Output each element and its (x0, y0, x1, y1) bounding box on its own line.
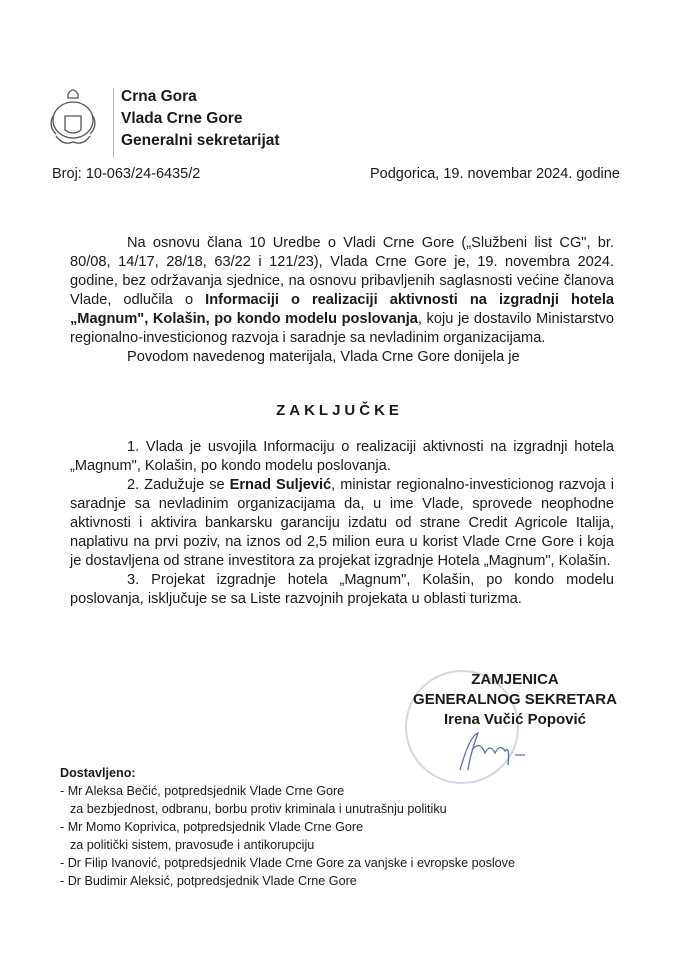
intro-text: Na osnovu člana 10 Uredbe o Vladi Crne Gore („Službeni list CG", br. 80/08, 14/17, 28/18, 63/22 i 121/23), Vlada Crne Gore je, 19. novembra 2024. godine, bez održavanja sjednice, na osnovu pribavljenih saglasnosti većine članova Vlade, odlučila o (70, 235, 614, 308)
conclusion-2 (70, 476, 614, 571)
conclusion-3: 3. Projekat izgradnje hotela „Magnum", Kolašin, po kondo modelu poslovanja, isključuje se sa Liste razvojnih projekata u oblasti turizma. (70, 572, 614, 607)
conclusion-1: 1. Vlada je usvojila Informaciju o realizaciji aktivnosti na izgradnji hotela „Magnum", Kolašin, po kondo modelu poslovanja. (70, 439, 614, 474)
header-government: Vlada Crne Gore (121, 110, 243, 127)
intro-paragraph (70, 234, 614, 348)
distribution-heading: Dostavljeno: (60, 766, 136, 780)
list-item: - Mr Aleksa Bečić, potpredsjednik Vlade Crne Gore (60, 784, 345, 798)
document-number: Broj: 10-063/24-6435/2 (52, 166, 201, 182)
conclusion-2-text-end: , ministar regionalno-investicionog razvoja i saradnje sa nevladinim organizacijama da, u ime Vlade, sprovede neophodne aktivnosti i aktivira bankarsku garanciju izdatu od strane Credit Agricole Italija, naplativu na prvi poziv, na iznos od 2,5 milion eura u korist Vlade Crne Gore i koja je dostavljena od strane investitora za projekat izgradnje Hotela „Magnum", Kolašin. (70, 477, 614, 569)
intro (70, 234, 614, 367)
list-item: - Dr Filip Ivanović, potpredsjednik Vlade Crne Gore za vanjske i evropske poslove (60, 856, 515, 870)
minister-name: Ernad Suljević (229, 477, 332, 493)
header-country: Crna Gora (121, 88, 197, 105)
list-item: za bezbjednost, odbranu, borbu protiv kriminala i unutrašnju politiku (70, 802, 447, 816)
signatory-name: Irena Vučić Popović (444, 711, 586, 728)
header-divider (113, 88, 114, 158)
list-item: - Mr Momo Koprivica, potpredsjednik Vlade Crne Gore (60, 820, 364, 834)
distribution-list (60, 764, 515, 890)
conclusions (70, 438, 614, 609)
signature-title-2: GENERALNOG SEKRETARA (413, 691, 617, 708)
conclusion-2-text: 2. Zadužuje se (127, 477, 230, 493)
intro-subject: Informaciji o realizaciji aktivnosti na izgradnji hotela „Magnum", Kolašin, po kondo modelu poslovanja (70, 292, 614, 327)
signature-block (390, 670, 640, 730)
coat-of-arms-icon (48, 86, 98, 154)
list-item: - Dr Budimir Aleksić, potpredsjednik Vlade Crne Gore (60, 874, 357, 888)
section-title: ZAKLJUČKE (276, 402, 403, 419)
intro-text-end: , koju je dostavilo Ministarstvo regionalno-investicionog razvoja i saradnje sa nevladinim organizacijama. (70, 311, 614, 346)
signature-title: ZAMJENICA (471, 671, 559, 688)
header-department: Generalni sekretarijat (121, 132, 280, 149)
intro-paragraph-2: Povodom navedenog materijala, Vlada Crne Gore donijela je (127, 349, 520, 365)
list-item: za politički sistem, pravosuđe i antikorupciju (70, 838, 315, 852)
place-date: Podgorica, 19. novembar 2024. godine (370, 166, 620, 182)
